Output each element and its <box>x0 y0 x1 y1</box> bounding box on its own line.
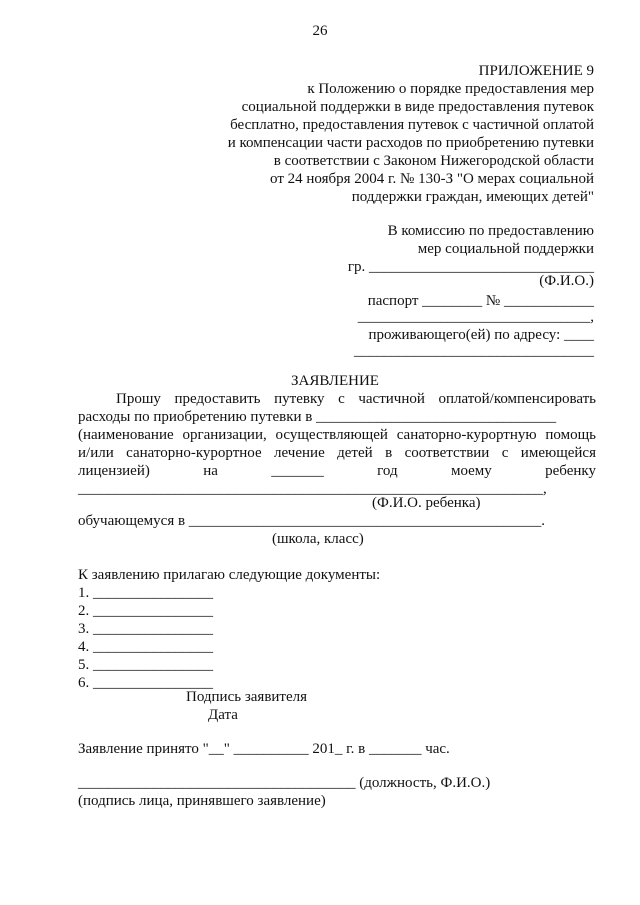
document-item: 6. ________________ <box>78 675 213 691</box>
appendix-line: и компенсации части расходов по приобретению путевки <box>227 135 594 151</box>
appendix-line: поддержки граждан, имеющих детей" <box>351 189 594 205</box>
position-line: _____________________________________ (должность, Ф.И.О.) <box>78 775 491 791</box>
school-field: обучающемуся в _______________________________________________. <box>78 513 546 529</box>
address-blank: ________________________________ <box>354 343 594 359</box>
addressee-line: мер социальной поддержки <box>417 241 594 257</box>
document-item: 3. ________________ <box>78 621 213 637</box>
page-number: 26 <box>312 23 328 39</box>
citizen-field: гр. ______________________________ <box>347 259 594 275</box>
statement-line: (наименование организации, осуществляющей санаторно-курортную помощь <box>78 427 596 443</box>
statement-line: и/или санаторно-курортное лечение детей в соответствии с имеющейся <box>78 445 596 461</box>
appendix-line: в соответствии с Законом Нижегородской области <box>273 153 594 169</box>
document-item: 1. ________________ <box>78 585 213 601</box>
appendix-line: к Положению о порядке предоставления мер <box>307 81 594 97</box>
school-hint: (школа, класс) <box>272 531 364 547</box>
date-label: Дата <box>208 707 238 723</box>
appendix-line: бесплатно, предоставления путевок с частичной оплатой <box>230 117 594 133</box>
documents-header: К заявлению прилагаю следующие документы: <box>78 567 381 583</box>
statement-title: ЗАЯВЛЕНИЕ <box>291 373 379 389</box>
document-item: 4. ________________ <box>78 639 213 655</box>
addressee-line: В комиссию по предоставлению <box>387 223 594 239</box>
statement-line: лицензией) на _______ год моему ребенку <box>78 463 596 479</box>
signature-hint: (подпись лица, принявшего заявление) <box>78 793 326 809</box>
statement-line: расходы по приобретению путевки в ________________________________ <box>78 409 557 425</box>
statement-line: ______________________________________________________________, <box>78 481 547 497</box>
acceptance-line: Заявление принято "__" __________ 201_ г. в _______ час. <box>78 741 450 757</box>
passport-field: паспорт ________ № ____________ <box>367 293 594 309</box>
document-item: 2. ________________ <box>78 603 213 619</box>
appendix-line: социальной поддержки в виде предоставления путевок <box>241 99 594 115</box>
appendix-line: от 24 ноября 2004 г. № 130-З "О мерах социальной <box>270 171 594 187</box>
child-hint: (Ф.И.О. ребенка) <box>372 495 481 511</box>
appendix-title: ПРИЛОЖЕНИЕ 9 <box>478 63 594 79</box>
blank-field: _______________________________, <box>357 309 594 325</box>
signature-label: Подпись заявителя <box>186 689 308 705</box>
fio-hint: (Ф.И.О.) <box>539 273 594 289</box>
document-item: 5. ________________ <box>78 657 213 673</box>
address-field: проживающего(ей) по адресу: ____ <box>368 327 594 343</box>
statement-line: Прошу предоставить путевку с частичной оплатой/компенсировать <box>116 391 596 407</box>
